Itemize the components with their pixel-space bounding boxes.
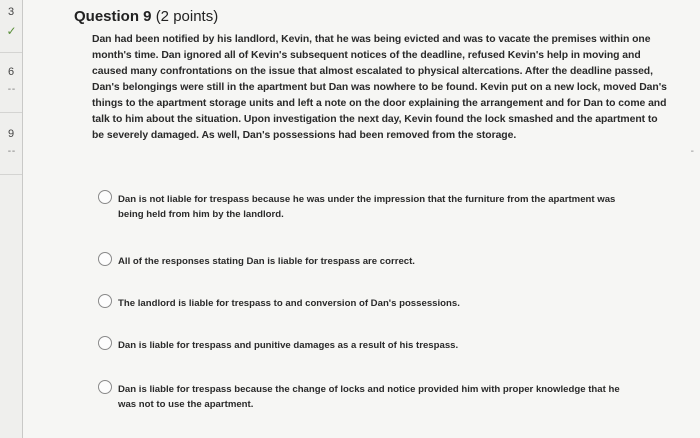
nav-item-question-3[interactable] (0, 0, 22, 53)
question-points: (2 points) (155, 8, 219, 25)
check-icon: ✓ (6, 24, 16, 38)
question-number: Question 9 (74, 8, 152, 25)
answer-option-label: All of the responses stating Dan is liable for trespass are correct. (118, 256, 415, 267)
unanswered-dash-icon: - - (7, 146, 15, 157)
nav-item-question-6[interactable] (0, 60, 22, 113)
answer-option-label: Dan is not liable for trespass because he was under the impression that the furniture from the apartment was being held from him by the landlord. (118, 194, 616, 220)
radio-button[interactable] (98, 380, 112, 394)
radio-button[interactable] (98, 294, 112, 308)
answer-option-label: Dan is liable for trespass and punitive damages as a result of his trespass. (118, 340, 459, 351)
unanswered-dash-icon: - - (7, 84, 15, 95)
radio-button[interactable] (98, 190, 112, 204)
right-edge-marker: - (690, 146, 694, 157)
radio-button[interactable] (98, 252, 112, 266)
answer-option-label: The landlord is liable for trespass to and conversion of Dan's possessions. (118, 298, 460, 309)
nav-item-number: 6 (7, 66, 15, 78)
question-title (74, 8, 218, 25)
question-text: Dan had been notified by his landlord, Kevin, that he was being evicted and was to vacate the premises within one month's time. Dan ignored all of Kevin's subsequent notices of the deadline, refused Kevin's help in moving and caused many confrontations on the issue that almost escalated to physical altercations. After the deadline passed, Dan's belongings were still in the apartment but Dan was nowhere to be found. Kevin put on a new lock, moved Dan's things to the apartment storage units and left a note on the door explaining the arrangement and for Dan to come and talk to him about the situation. Upon investigation the next day, Kevin found the lock smashed and the apartment to be severely damaged. As well, Dan's possessions had been removed from the storage. (92, 34, 667, 141)
nav-item-question-9[interactable] (0, 122, 22, 175)
answer-option-label: Dan is liable for trespass because the change of locks and notice provided him with proper knowledge that he was not to use the apartment. (118, 384, 620, 410)
nav-item-number: 9 (7, 128, 15, 140)
radio-button[interactable] (98, 336, 112, 350)
nav-item-number: 3 (7, 6, 15, 18)
question-nav-sidebar (0, 0, 23, 438)
